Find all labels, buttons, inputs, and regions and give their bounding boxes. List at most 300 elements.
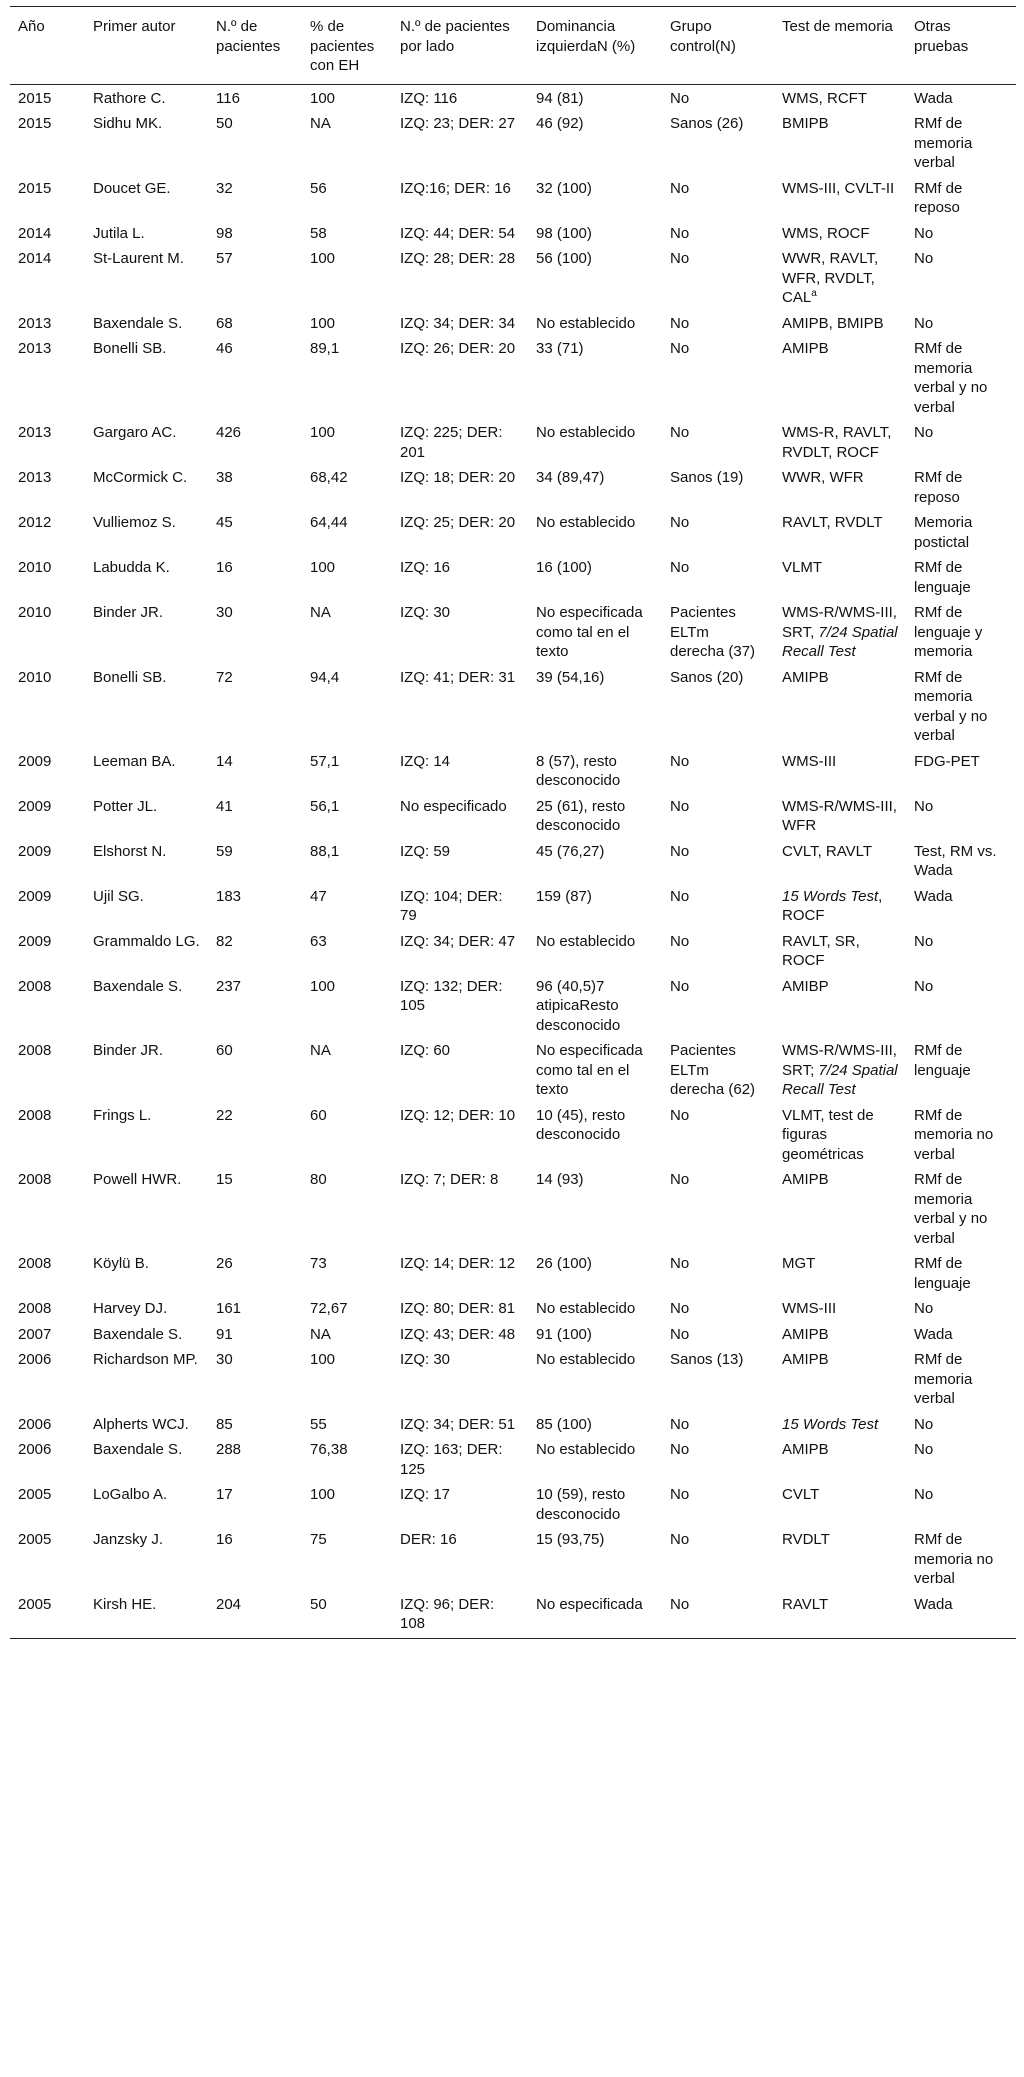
cell-col-memory-test (774, 601, 906, 666)
table-row (10, 466, 1016, 511)
table-row (10, 222, 1016, 248)
cell-text: No (670, 250, 690, 267)
cell-text: VLMT (782, 559, 823, 576)
cell-col-dominance (528, 112, 662, 177)
cell-col-other-tests (906, 112, 1016, 177)
cell-text: No (670, 752, 690, 770)
cell-col-year (10, 1297, 85, 1323)
cell-col-year (10, 1593, 85, 1639)
cell-col-eh (302, 247, 392, 312)
cell-col-other-tests (906, 1039, 1016, 1104)
table-row (10, 750, 1016, 795)
table-row (10, 84, 1016, 112)
cell-text: No establecido (536, 1441, 636, 1458)
cell-col-eh (302, 1168, 392, 1252)
cell-col-author (85, 511, 208, 556)
cell-col-dominance (528, 222, 662, 248)
cell-text: No establecido (536, 1300, 636, 1317)
cell-text: No (670, 1415, 690, 1433)
table-row (10, 337, 1016, 421)
cell-text: 14 (93) (536, 1171, 584, 1188)
cell-text: 33 (71) (536, 340, 584, 357)
cell-text: RAVLT (782, 1595, 829, 1613)
cell-col-side (392, 1039, 528, 1104)
cell-text: 10 (45), resto desconocido (536, 1106, 626, 1143)
cell-text: Ujil SG. (93, 887, 144, 905)
cell-text: IZQ: 80; DER: 81 (400, 1300, 516, 1317)
cell-col-other-tests (906, 466, 1016, 511)
cell-text: 16 (216, 1531, 233, 1548)
cell-col-year (10, 222, 85, 248)
cell-text: 2008 (18, 1106, 52, 1124)
cell-text: Elshorst N. (93, 842, 167, 860)
cell-col-eh (302, 1593, 392, 1639)
cell-text: 45 (216, 514, 233, 531)
cell-text: Bonelli SB. (93, 668, 167, 686)
cell-text: 2008 (18, 1171, 52, 1188)
cell-col-year (10, 1438, 85, 1483)
header-col-side: N.º de pacientes por lado (392, 7, 528, 85)
cell-text: 94 (81) (536, 89, 584, 107)
cell-text: 34 (89,47) (536, 469, 605, 486)
cell-text: RMf de lenguaje (914, 1042, 971, 1079)
cell-col-side (392, 222, 528, 248)
cell-text: 16 (100) (536, 559, 592, 576)
cell-col-patients (208, 795, 302, 840)
cell-text: VLMT, test de figuras geométricas (782, 1106, 874, 1163)
cell-text: Binder JR. (93, 1042, 164, 1059)
cell-text: RVDLT (782, 1531, 830, 1548)
cell-text: 72 (216, 668, 233, 686)
cell-col-eh (302, 1104, 392, 1169)
cell-text: No (914, 224, 934, 242)
cell-col-dominance (528, 666, 662, 750)
cell-col-other-tests (906, 222, 1016, 248)
cell-col-dominance (528, 1252, 662, 1297)
cell-col-author (85, 1528, 208, 1593)
cell-text: 91 (100) (536, 1325, 592, 1343)
cell-col-side (392, 1413, 528, 1439)
cell-col-side (392, 795, 528, 840)
cell-col-memory-test (774, 666, 906, 750)
cell-col-author (85, 1323, 208, 1349)
cell-col-year (10, 1528, 85, 1593)
cell-text: CVLT (782, 1486, 820, 1503)
cell-text: No (670, 1300, 690, 1317)
cell-col-year (10, 247, 85, 312)
cell-text: 2010 (18, 604, 52, 621)
cell-text: 2008 (18, 977, 52, 995)
cell-col-other-tests (906, 885, 1016, 930)
cell-text: 2009 (18, 932, 52, 950)
cell-text: 2006 (18, 1351, 52, 1368)
cell-col-memory-test (774, 1413, 906, 1439)
cell-text: 58 (310, 224, 327, 242)
cell-col-control (662, 511, 774, 556)
cell-col-control (662, 1438, 774, 1483)
cell-col-patients (208, 1039, 302, 1104)
cell-text: No establecido (536, 424, 636, 441)
cell-text: 89,1 (310, 340, 340, 357)
cell-col-other-tests (906, 795, 1016, 840)
cell-col-year (10, 466, 85, 511)
cell-col-author (85, 1297, 208, 1323)
cell-col-control (662, 1593, 774, 1639)
cell-text: 30 (216, 1351, 233, 1368)
cell-col-memory-test (774, 247, 906, 312)
cell-col-memory-test (774, 930, 906, 975)
cell-col-other-tests (906, 840, 1016, 885)
cell-col-side (392, 975, 528, 1040)
cell-text: Doucet GE. (93, 179, 171, 197)
cell-text: IZQ: 14; DER: 12 (400, 1255, 516, 1272)
cell-col-patients (208, 930, 302, 975)
cell-text: IZQ: 44; DER: 54 (400, 224, 516, 242)
cell-col-side (392, 1297, 528, 1323)
cell-text: No (670, 797, 690, 815)
cell-col-dominance (528, 795, 662, 840)
cell-col-memory-test (774, 312, 906, 338)
cell-col-year (10, 421, 85, 466)
cell-col-eh (302, 666, 392, 750)
table-row (10, 112, 1016, 177)
cell-text: 2015 (18, 89, 52, 107)
cell-col-memory-test (774, 112, 906, 177)
cell-col-patients (208, 1593, 302, 1639)
cell-text: MGT (782, 1255, 816, 1272)
cell-text: RMf de memoria verbal y no verbal (914, 340, 988, 416)
cell-text: No (670, 1171, 690, 1188)
cell-text: No especificada como tal en el texto (536, 1042, 643, 1098)
cell-text: 16 (216, 559, 233, 576)
cell-col-year (10, 885, 85, 930)
cell-text: RMf de lenguaje (914, 559, 971, 596)
cell-col-control (662, 1323, 774, 1349)
cell-text: IZQ: 34; DER: 51 (400, 1415, 516, 1433)
cell-col-dominance (528, 750, 662, 795)
cell-col-year (10, 930, 85, 975)
cell-col-side (392, 1323, 528, 1349)
cell-text: No (914, 250, 934, 267)
cell-col-eh (302, 84, 392, 112)
table-row (10, 1438, 1016, 1483)
table-row (10, 666, 1016, 750)
cell-col-author (85, 840, 208, 885)
cell-text: No (670, 1595, 690, 1613)
cell-col-dominance (528, 601, 662, 666)
cell-text: 2005 (18, 1486, 52, 1503)
header-col-author: Primer autor (85, 7, 208, 85)
cell-text: 91 (216, 1325, 233, 1343)
cell-col-control (662, 247, 774, 312)
cell-text: 2012 (18, 514, 52, 531)
cell-text: 426 (216, 424, 242, 441)
cell-col-control (662, 177, 774, 222)
cell-text: 32 (100) (536, 179, 592, 197)
cell-col-patients (208, 1168, 302, 1252)
cell-col-dominance (528, 466, 662, 511)
cell-text: 159 (87) (536, 887, 592, 905)
cell-text: 2006 (18, 1441, 52, 1458)
cell-text: Bonelli SB. (93, 340, 167, 357)
cell-col-memory-test (774, 795, 906, 840)
italic-test-name: 15 Words Test (782, 887, 879, 905)
cell-text: 116 (216, 89, 240, 107)
cell-text: IZQ: 34; DER: 47 (400, 932, 516, 950)
cell-text: 2009 (18, 752, 52, 770)
cell-col-year (10, 112, 85, 177)
cell-col-other-tests (906, 421, 1016, 466)
cell-col-patients (208, 112, 302, 177)
cell-col-other-tests (906, 1323, 1016, 1349)
cell-text: 59 (216, 842, 233, 860)
table-row (10, 601, 1016, 666)
cell-col-control (662, 1297, 774, 1323)
cell-col-patients (208, 1252, 302, 1297)
cell-col-other-tests (906, 1297, 1016, 1323)
cell-text: 2013 (18, 314, 52, 332)
cell-text: 82 (216, 932, 233, 950)
cell-col-author (85, 84, 208, 112)
table-row (10, 1323, 1016, 1349)
cell-text: 94,4 (310, 668, 340, 686)
cell-col-author (85, 556, 208, 601)
cell-text: No (670, 559, 690, 576)
cell-col-dominance (528, 1528, 662, 1593)
cell-text: No (914, 797, 934, 815)
cell-text: 68 (216, 314, 233, 332)
cell-text: AMIPB (782, 668, 829, 686)
cell-col-control (662, 1528, 774, 1593)
cell-text: Baxendale S. (93, 314, 183, 332)
cell-col-memory-test (774, 1039, 906, 1104)
cell-text: IZQ: 41; DER: 31 (400, 668, 516, 686)
cell-text: Janzsky J. (93, 1531, 164, 1548)
cell-col-author (85, 1252, 208, 1297)
cell-text: IZQ: 28; DER: 28 (400, 250, 516, 267)
cell-text: 2009 (18, 887, 52, 905)
cell-col-memory-test (774, 1483, 906, 1528)
cell-col-control (662, 1348, 774, 1413)
cell-col-patients (208, 840, 302, 885)
cell-col-other-tests (906, 337, 1016, 421)
cell-col-year (10, 975, 85, 1040)
cell-text: WMS-III, CVLT-II (782, 179, 895, 197)
cell-col-eh (302, 1528, 392, 1593)
cell-text: AMIPB (782, 1351, 829, 1368)
cell-col-control (662, 601, 774, 666)
cell-col-other-tests (906, 1413, 1016, 1439)
italic-test-name: 15 Words Test (782, 1415, 879, 1433)
cell-text: 73 (310, 1255, 327, 1272)
cell-text: WMS, RCFT (782, 89, 867, 107)
cell-col-other-tests (906, 84, 1016, 112)
cell-col-side (392, 556, 528, 601)
cell-text: Grammaldo LG. (93, 932, 200, 950)
cell-col-side (392, 511, 528, 556)
cell-col-year (10, 1168, 85, 1252)
cell-col-side (392, 466, 528, 511)
cell-text: RMf de memoria verbal (914, 1351, 973, 1407)
cell-text: 2014 (18, 250, 52, 267)
cell-text: IZQ: 30 (400, 1351, 451, 1368)
table-row (10, 1104, 1016, 1169)
cell-text: IZQ: 16 (400, 559, 451, 576)
cell-col-memory-test (774, 337, 906, 421)
cell-col-other-tests (906, 1593, 1016, 1639)
cell-text: Gargaro AC. (93, 424, 177, 441)
cell-col-year (10, 840, 85, 885)
cell-text: 68,42 (310, 469, 348, 486)
table-row (10, 312, 1016, 338)
cell-col-eh (302, 975, 392, 1040)
cell-text: 56 (310, 179, 327, 197)
cell-col-year (10, 556, 85, 601)
cell-text: Sidhu MK. (93, 115, 163, 132)
cell-text: 8 (57), resto desconocido (536, 752, 621, 789)
cell-text: 2010 (18, 559, 52, 576)
cell-col-dominance (528, 421, 662, 466)
cell-col-side (392, 1528, 528, 1593)
cell-col-author (85, 247, 208, 312)
cell-text: No (670, 932, 690, 950)
cell-text: 2015 (18, 115, 52, 132)
cell-col-patients (208, 1438, 302, 1483)
cell-col-dominance (528, 930, 662, 975)
studies-table (10, 6, 1016, 1639)
cell-col-author (85, 930, 208, 975)
cell-col-eh (302, 337, 392, 421)
cell-col-memory-test (774, 1528, 906, 1593)
cell-text: No (670, 340, 690, 357)
cell-text: 56,1 (310, 797, 340, 815)
cell-col-patients (208, 750, 302, 795)
cell-col-memory-test (774, 511, 906, 556)
cell-text: WMS-R/WMS-III, WFR (782, 797, 897, 834)
cell-col-author (85, 1438, 208, 1483)
cell-text: RAVLT, SR, ROCF (782, 932, 860, 969)
cell-col-control (662, 930, 774, 975)
cell-text: 47 (310, 887, 327, 905)
cell-text: 15 (216, 1171, 233, 1188)
cell-text: Labudda K. (93, 559, 170, 576)
cell-text: IZQ:16; DER: 16 (400, 179, 511, 197)
cell-text: 10 (59), resto desconocido (536, 1486, 626, 1523)
cell-col-control (662, 112, 774, 177)
cell-text: 39 (54,16) (536, 668, 605, 686)
cell-col-other-tests (906, 1348, 1016, 1413)
cell-col-patients (208, 466, 302, 511)
cell-text: 2005 (18, 1531, 52, 1548)
cell-col-control (662, 1483, 774, 1528)
cell-col-dominance (528, 511, 662, 556)
cell-text: IZQ: 96; DER: 108 (400, 1595, 495, 1632)
cell-text: No establecido (536, 932, 636, 950)
table-row (10, 840, 1016, 885)
cell-col-memory-test (774, 177, 906, 222)
cell-col-year (10, 601, 85, 666)
cell-col-year (10, 312, 85, 338)
cell-text: No (914, 1300, 934, 1317)
cell-col-memory-test (774, 1252, 906, 1297)
cell-text: 64,44 (310, 514, 348, 531)
cell-text: 80 (310, 1171, 327, 1188)
table-row (10, 930, 1016, 975)
cell-text: WMS, ROCF (782, 224, 870, 242)
cell-col-memory-test (774, 1323, 906, 1349)
cell-text: RMf de memoria verbal y no verbal (914, 1171, 988, 1247)
cell-col-control (662, 750, 774, 795)
cell-text: IZQ: 25; DER: 20 (400, 514, 516, 531)
cell-col-side (392, 177, 528, 222)
cell-col-other-tests (906, 666, 1016, 750)
cell-col-patients (208, 1348, 302, 1413)
cell-text: 204 (216, 1595, 242, 1613)
cell-col-dominance (528, 840, 662, 885)
cell-col-patients (208, 1297, 302, 1323)
cell-text: Sanos (26) (670, 115, 744, 132)
cell-col-other-tests (906, 930, 1016, 975)
cell-col-control (662, 556, 774, 601)
cell-text: Test, RM vs. Wada (914, 842, 997, 879)
cell-col-eh (302, 177, 392, 222)
cell-col-dominance (528, 556, 662, 601)
cell-col-side (392, 666, 528, 750)
cell-text: No (670, 424, 690, 441)
cell-col-memory-test (774, 466, 906, 511)
table-row (10, 1593, 1016, 1639)
cell-col-author (85, 975, 208, 1040)
cell-col-eh (302, 750, 392, 795)
italic-test-name: 7/24 Spatial Recall Test (782, 623, 898, 660)
cell-col-patients (208, 601, 302, 666)
cell-col-patients (208, 1323, 302, 1349)
cell-col-eh (302, 112, 392, 177)
cell-text: IZQ: 30 (400, 604, 451, 621)
cell-col-dominance (528, 1323, 662, 1349)
cell-text: 2010 (18, 668, 52, 686)
cell-col-memory-test (774, 84, 906, 112)
cell-col-dominance (528, 312, 662, 338)
cell-text: 2009 (18, 797, 52, 815)
cell-col-author (85, 1039, 208, 1104)
cell-col-dominance (528, 1593, 662, 1639)
cell-text: IZQ: 23; DER: 27 (400, 115, 516, 132)
cell-col-author (85, 666, 208, 750)
cell-text: No (914, 314, 934, 332)
cell-col-author (85, 337, 208, 421)
cell-text: Harvey DJ. (93, 1300, 168, 1317)
cell-col-eh (302, 885, 392, 930)
cell-text: Rathore C. (93, 89, 166, 107)
table-header-row (10, 7, 1016, 85)
cell-text: 161 (216, 1300, 242, 1317)
cell-text: RMf de reposo (914, 469, 963, 506)
cell-col-author (85, 112, 208, 177)
cell-text: No (670, 977, 690, 995)
cell-col-side (392, 421, 528, 466)
cell-col-year (10, 1323, 85, 1349)
cell-col-side (392, 1593, 528, 1639)
cell-text: Vulliemoz S. (93, 514, 176, 531)
cell-text: 25 (61), resto desconocido (536, 797, 626, 834)
cell-col-eh (302, 1348, 392, 1413)
table-row (10, 885, 1016, 930)
cell-text: No establecido (536, 1351, 636, 1368)
cell-text: NA (310, 1325, 331, 1343)
cell-text: DER: 16 (400, 1531, 457, 1548)
cell-text: WWR, WFR (782, 469, 864, 486)
